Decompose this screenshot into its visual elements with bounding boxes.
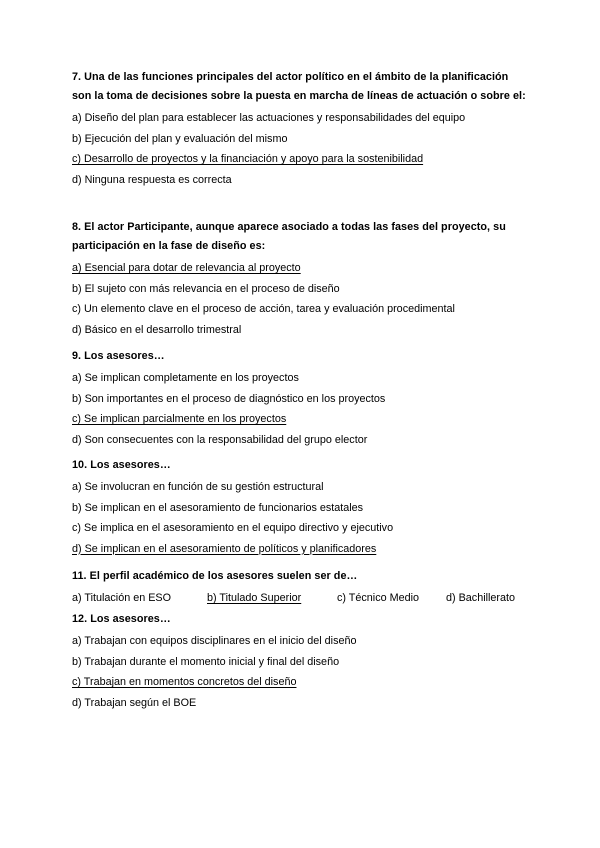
option-b: b) Se implican en el asesoramiento de funcionarios estatales — [72, 501, 364, 514]
option-c: c) Se implica en el asesoramiento en el equipo directivo y ejecutivo — [72, 522, 394, 534]
option-d: d) Bachillerato — [446, 592, 516, 604]
option-b: b) El sujeto con más relevancia en el proceso de diseño — [72, 282, 340, 295]
option-a: a) Se involucran en función de su gestión estructural — [72, 481, 324, 493]
option-b: b) Trabajan durante el momento inicial y final del diseño — [72, 655, 340, 668]
option-c-correct: c) Trabajan en momentos concretos del diseño — [72, 676, 297, 688]
option-d-correct: d) Se implican en el asesoramiento de políticos y planificadores — [72, 542, 377, 555]
question-10 — [72, 456, 530, 562]
question-7 — [72, 68, 530, 193]
option-c: c) Un elemento clave en el proceso de acción, tarea y evaluación procedimental — [72, 303, 455, 315]
option-c-correct: c) Se implican parcialmente en los proyectos — [72, 413, 287, 425]
question-9 — [72, 347, 530, 453]
option-c: c) Técnico Medio — [337, 592, 420, 604]
option-d: d) Son consecuentes con la responsabilidad del grupo elector — [72, 433, 368, 446]
option-b-correct: b) Titulado Superior — [207, 592, 302, 604]
question-12 — [72, 610, 530, 716]
question-text: 8. El actor Participante, aunque aparece asociado a todas las fases del proyecto, su participación en la fase de diseño es: — [72, 221, 506, 252]
question-text: 7. Una de las funciones principales del actor político en el ámbito de la planificación son la toma de decisiones sobre la puesta en marcha de líneas de actuación o sobre el: — [72, 71, 526, 102]
inline-options — [72, 591, 530, 607]
question-text: 11. El perfil académico de los asesores suelen ser de… — [72, 570, 358, 582]
question-text: 10. Los asesores… — [72, 459, 171, 471]
option-a: a) Diseño del plan para establecer las actuaciones y responsabilidades del equipo — [72, 112, 466, 124]
question-text: 12. Los asesores… — [72, 613, 171, 625]
option-d: d) Trabajan según el BOE — [72, 696, 197, 709]
question-text: 9. Los asesores… — [72, 350, 165, 362]
question-8 — [72, 218, 530, 343]
option-d: d) Ninguna respuesta es correcta — [72, 173, 232, 186]
option-a: a) Trabajan con equipos disciplinares en el inicio del diseño — [72, 635, 357, 647]
option-c-correct: c) Desarrollo de proyectos y la financiación y apoyo para la sostenibilidad — [72, 153, 424, 165]
option-a-correct: a) Esencial para dotar de relevancia al proyecto — [72, 262, 301, 274]
option-b: b) Son importantes en el proceso de diagnóstico en los proyectos — [72, 392, 386, 405]
option-a: a) Titulación en ESO — [72, 592, 172, 604]
question-11 — [72, 567, 530, 607]
option-d: d) Básico en el desarrollo trimestral — [72, 323, 242, 336]
option-b: b) Ejecución del plan y evaluación del mismo — [72, 132, 288, 145]
option-a: a) Se implican completamente en los proyectos — [72, 372, 299, 384]
